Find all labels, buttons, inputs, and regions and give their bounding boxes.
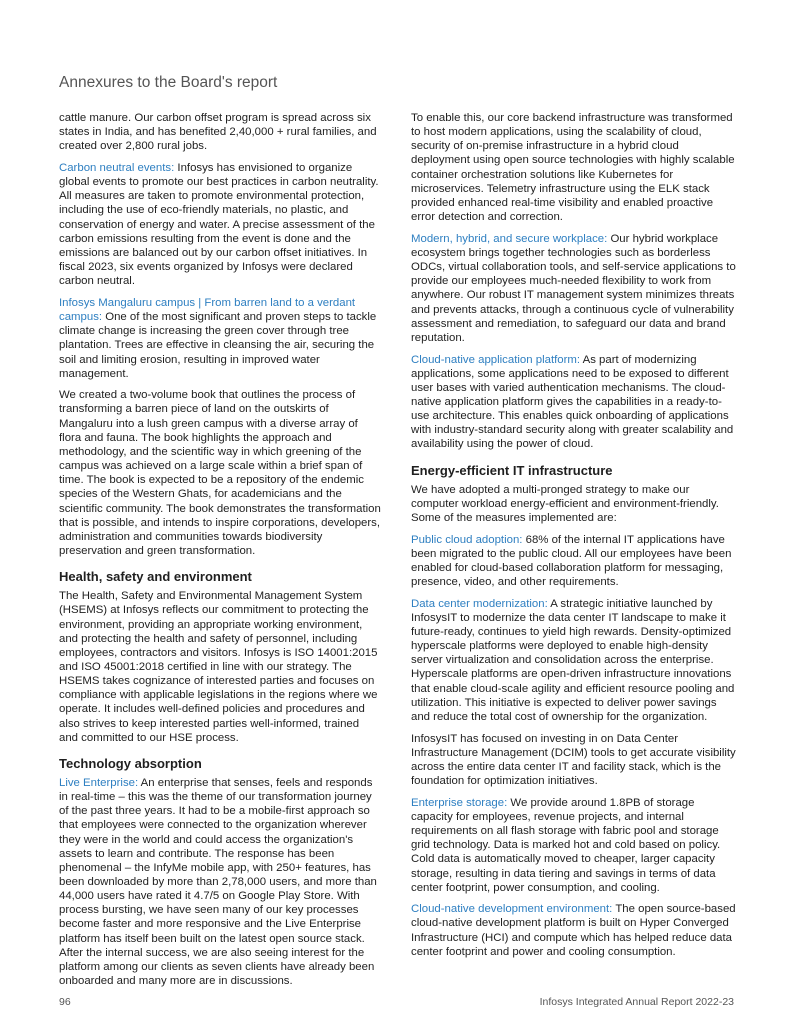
paragraph-multi-pronged-strategy: We have adopted a multi-pronged strategy to make our computer workload energy-efficient and environment-friendly. Some of the measures implemented are: xyxy=(411,483,719,524)
paragraph-core-backend: To enable this, our core backend infrastructure was transformed to host modern applications, using the scalability of cloud, security of on-premise infrastructure in a hybrid cloud deployment using open source technologies with highly scalable container orchestration solutions like Kubernetes for microservices. Telemetry infrastructure using the ELK stack provided enhanced real-time visibility and enabled proactive error detection and correction. xyxy=(411,112,735,224)
page-number: 96 xyxy=(59,996,71,1008)
paragraph-live-enterprise xyxy=(59,776,381,988)
paragraph-cloud-native-dev-env xyxy=(411,902,737,959)
right-column xyxy=(411,111,737,966)
left-column xyxy=(59,111,381,996)
page-section-title: Annexures to the Board's report xyxy=(59,74,278,91)
body-data-center-modernization: A strategic initiative launched by InfosysIT to modernize the data center IT landscape to make it future-ready, continues to yield high rewards. Density-optimized hyperscale platforms were deployed to enable high-density server virtualization and consolidation across the enterprise. Hyperscale platforms are open-driven infrastructure innovations that enable cloud-scale agility and efficient resource pooling and utilization. This initiative is expected to deliver power savings and reduce the total cost of ownership for the organization. xyxy=(411,597,735,723)
paragraph-data-center-modernization xyxy=(411,597,737,724)
body-mangaluru-campus: One of the most significant and proven steps to tackle climate change is increasing the green cover through tree plantation. Trees are effective in cleansing the air, securing the soil and limiting erosion, resulting in improved water management. xyxy=(59,311,377,380)
body-cloud-native-dev-env: The open source-based cloud-native development platform is built on Hyper Converged Infrastructure (HCI) and compute which has helped reduce data center footprint and power and cooling consumption. xyxy=(411,903,736,958)
footer-report-title: Infosys Integrated Annual Report 2022-23 xyxy=(539,996,734,1008)
lead-live-enterprise: Live Enterprise: xyxy=(59,776,139,789)
heading-health-safety-environment: Health, safety and environment xyxy=(59,569,252,585)
lead-cloud-native-app-platform: Cloud-native application platform: xyxy=(411,353,581,366)
lead-enterprise-storage: Enterprise storage: xyxy=(411,796,508,809)
heading-energy-efficient-it: Energy-efficient IT infrastructure xyxy=(411,462,613,478)
paragraph-carbon-offset: cattle manure. Our carbon offset program is spread across six states in India, and has benefited 2,40,000 + rural families, and created over 2,800 rural jobs. xyxy=(59,112,377,153)
paragraph-mangaluru-campus xyxy=(59,296,381,381)
body-live-enterprise: An enterprise that senses, feels and responds in real-time – this was the theme of our transformation journey of the past three years. It had to be a mobile-first approach so that employees were connected to the organization wherever they were in the world and could access the organization's assets to learn and contribute. The response has been phenomenal – the InfyMe mobile app, with 250+ features, has been downloaded by more than 2,78,000 users, and more than 44,000 users have rated it 4.7/5 on Google Play Store. With process bursting, we have seen many of our key processes become faster and more responsive and the Live Enterprise platform has itself been built on the latest open source stack. After the internal success, we are also seeing interest for the platform among our clients as seven clients have already been onboarded and many more are in discussions. xyxy=(59,776,377,988)
lead-data-center-modernization: Data center modernization: xyxy=(411,597,548,610)
paragraph-hybrid-workplace xyxy=(411,232,737,345)
body-cloud-native-app-platform: As part of modernizing applications, some applications need to be exposed to different user bases with varied authentication mechanisms. The cloud-native application platform gives the capabilities in a ready-to-use architecture. This enables quick onboarding of applications with industry-standard security along with greater scalability and availability using the power of cloud. xyxy=(411,353,734,451)
lead-carbon-neutral-events: Carbon neutral events: xyxy=(59,161,175,174)
lead-cloud-native-dev-env: Cloud-native development environment: xyxy=(411,903,613,916)
lead-public-cloud: Public cloud adoption: xyxy=(411,533,523,546)
paragraph-cloud-native-app-platform xyxy=(411,353,737,452)
lead-hybrid-workplace: Modern, hybrid, and secure workplace: xyxy=(411,232,608,245)
body-carbon-neutral-events: Infosys has envisioned to organize global events to promote our best practices in carbon neutrality. All measures are taken to promote environmental protection, including the use of eco-friendly materials, no plastic, and conservation of energy and water. A precise assessment of the carbon emissions resulting from the event is done and the emissions are balanced out by our carbon offset initiatives. In fiscal 2023, six events organized by Infosys were declared carbon neutral. xyxy=(59,161,379,288)
lead-mangaluru-campus: Infosys Mangaluru campus | From barren land to a verdant campus: xyxy=(59,296,356,324)
paragraph-two-volume-book: We created a two-volume book that outlines the process of transforming a barren piece of land on the outskirts of Mangaluru into a lush green campus with a diverse array of flora and fauna. The book highlights the approach and methodology, and the scientific way in which greening of the campus was achieved on a large scale within a brief span of time. The book is expected to be a repository of the endemic species of the Western Ghats, for academicians and the scientific community. The book demonstrates the transformation that is possible, and intends to inspire corporations, developers, administration and communities towards biodiversity preservation and green transformation. xyxy=(59,389,381,558)
body-public-cloud: 68% of the internal IT applications have been migrated to the public cloud. All our employees have been enabled for cloud-based collaboration platform for messaging, presence, video, and other requirements. xyxy=(411,533,732,589)
paragraph-hsems: The Health, Safety and Environmental Management System (HSEMS) at Infosys reflects our commitment to protecting the environment, providing an appropriate working environment, and protecting the health and safety of personnel, including employees, contractors and visitors. Infosys is ISO 14001:2015 and ISO 45001:2018 certified in line with our strategy. The HSEMS takes cognizance of interested parties and focuses on compliance with applicable legislations in the regions where we operate. It includes well-defined policies and procedures and also strives to keep interested parties well-informed, trained and committed to our HSE process. xyxy=(59,590,378,744)
paragraph-carbon-neutral-events xyxy=(59,161,381,288)
paragraph-dcim: InfosysIT has focused on investing in on Data Center Infrastructure Management (DCIM) tools to get accurate visibility across the entire data center IT and facility stack, which is the foundation for optimization initiatives. xyxy=(411,732,736,788)
paragraph-enterprise-storage xyxy=(411,796,737,895)
body-enterprise-storage: We provide around 1.8PB of storage capacity for employees, revenue projects, and internal requirements on all flash storage with fabric pool and storage grid technology. Data is marked hot and cold based on policy. Cold data is automatically moved to cheaper, larger capacity storage, resulting in data tiering and savings in terms of data center footprint, power consumption, and cooling. xyxy=(411,796,721,894)
body-hybrid-workplace: Our hybrid workplace ecosystem brings together technologies such as borderless ODCs, virtual collaboration tools, and self-service applications to provide our employees much-needed flexibility to work from anywhere. Our robust IT management system minimizes threats and prevents attacks, through a continuous cycle of vulnerability assessment and remediation, to safeguard our data and brand reputation. xyxy=(411,232,736,344)
heading-technology-absorption: Technology absorption xyxy=(59,755,202,771)
paragraph-public-cloud xyxy=(411,533,737,590)
